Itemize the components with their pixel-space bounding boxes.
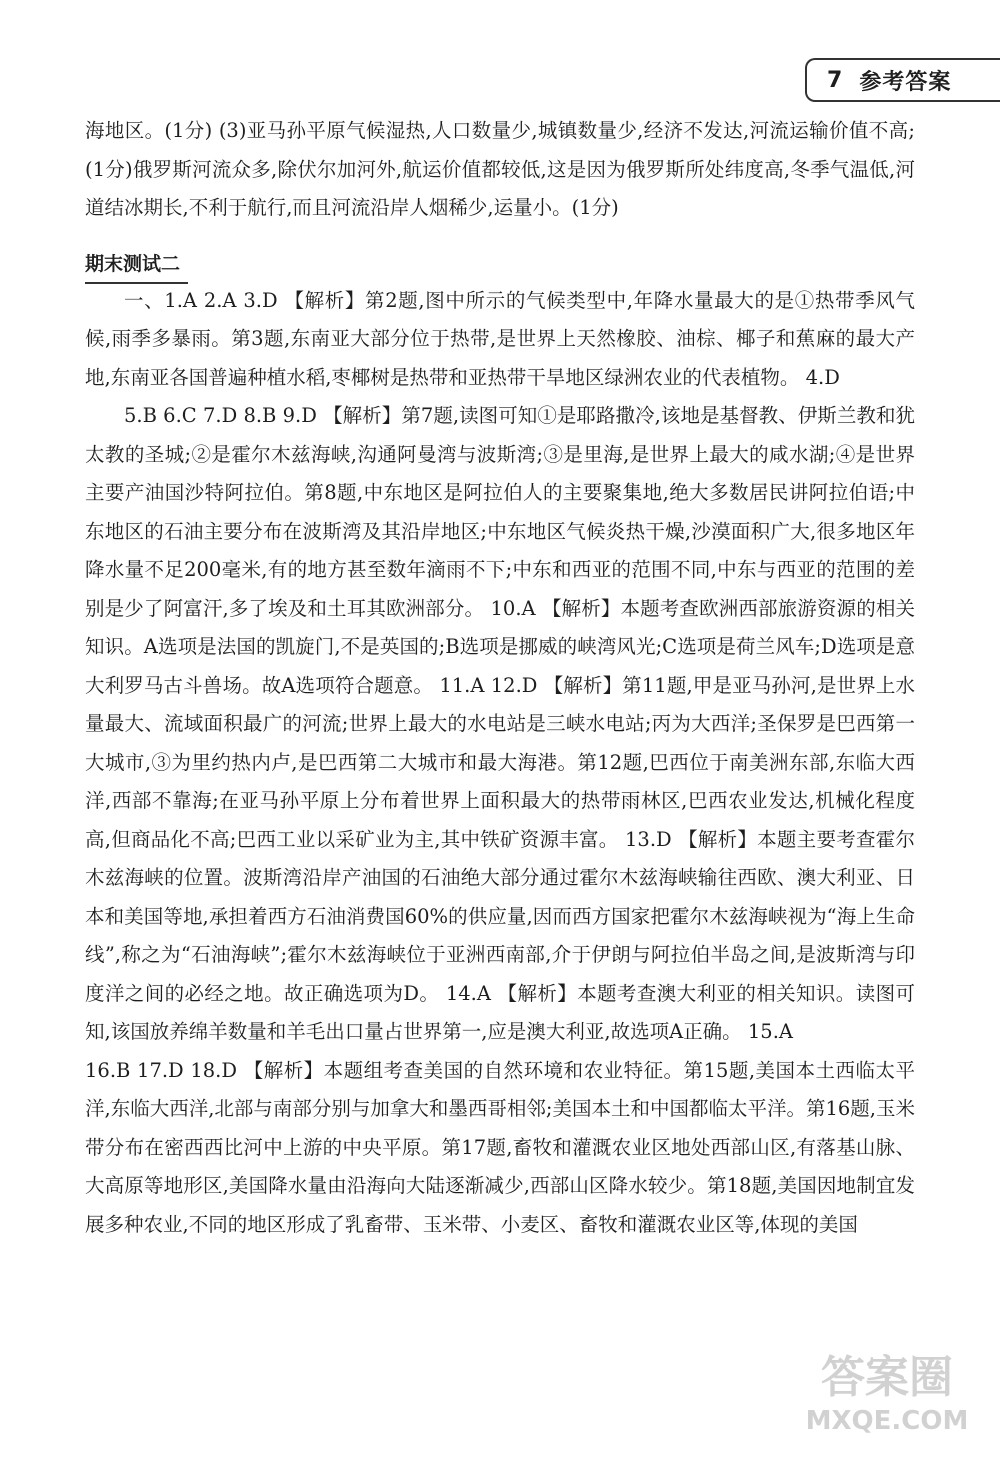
page-number: 7 <box>827 67 844 93</box>
answer-paragraph-2: 5.B 6.C 7.D 8.B 9.D 【解析】第7题,读图可知①是耶路撒冷,该地是基督教、伊斯兰教和犹太教的圣城;②是霍尔木兹海峡,沟通阿曼湾与波斯湾;③是里海,是世界上最大的咸水湖;④是世界主要产油国沙特阿拉伯。第8题,中东地区是阿拉伯人的主要聚集地,绝大多数居民讲阿拉伯语;中东地区的石油主要分布在波斯湾及其沿岸地区;中东地区气候炎热干燥,沙漠面积广大,很多地区年降水量不足200毫米,有的地方甚至数年滴雨不下;中东和西亚的范围不同,中东与西亚的范围的差别是少了阿富汗,多了埃及和土耳其欧洲部分。 10.A 【解析】本题考查欧洲西部旅游资源的相关知识。A选项是法国的凯旋门,不是英国的;B选项是挪威的峡湾风光;C选项是荷兰风车;D选项是意大利罗马古斗兽场。故A选项符合题意。 11.A 12.D 【解析】第11题,甲是亚马孙河,是世界上水量最大、流域面积最广的河流;世界上最大的水电站是三峡水电站;丙为大西洋;圣保罗是巴西第一大城市,③为里约热内卢,是巴西第二大城市和最大海港。第12题,巴西位于南美洲东部,东临大西洋,西部不靠海;在亚马孙平原上分布着世界上面积最大的热带雨林区,巴西农业发达,机械化程度高,但商品化不高;巴西工业以采矿业为主,其中铁矿资源丰富。 13.D 【解析】本题主要考查霍尔木兹海峡的位置。波斯湾沿岸产油国的石油绝大部分通过霍尔木兹海峡输往西欧、澳大利亚、日本和美国等地,承担着西方石油消费国60%的供应量,因而西方国家把霍尔木兹海峡视为“海上生命线”,称之为“石油海峡”;霍尔木兹海峡位于亚洲西南部,介于伊朗与阿拉伯半岛之间,是波斯湾与印度洋之间的必经之地。故正确选项为D。 14.A 【解析】本题考查澳大利亚的相关知识。读图可知,该国放养绵羊数量和羊毛出口量占世界第一,应是澳大利亚,故选项A正确。 15.A <box>85 404 915 1043</box>
answer-paragraph-3: 16.B 17.D 18.D 【解析】本题组考查美国的自然环境和农业特征。第15题,美国本土西临太平洋,东临大西洋,北部与南部分别与加拿大和墨西哥相邻;美国本土和中国都临太平洋。第16题,玉米带分布在密西西比河中上游的中央平原。第17题,畜牧和灌溉农业区地处西部山区,有落基山脉、大高原等地形区,美国降水量由沿海向大陆逐渐减少,西部山区降水较少。第18题,美国因地制宜发展多种农业,不同的地区形成了乳畜带、玉米带、小麦区、畜牧和灌溉农业区等,体现的美国 <box>85 1058 915 1236</box>
section-title: 期末测试二 <box>85 248 188 280</box>
watermark-url: MXQE.COM <box>805 1406 969 1436</box>
section-heading <box>85 248 915 280</box>
page-header <box>805 58 1000 102</box>
answer-paragraph-1: 一、1.A 2.A 3.D 【解析】第2题,图中所示的气候类型中,年降水量最大的是①热带季风气候,雨季多暴雨。第3题,东南亚大部分位于热带,是世界上天然橡胶、油棕、椰子和蕉麻的最大产地,东南亚各国普遍种植水稻,枣椰树是热带和亚热带干旱地区绿洲农业的代表植物。 4.D <box>85 288 915 389</box>
paragraph-continuation: 海地区。(1分) (3)亚马孙平原气候湿热,人口数量少,城镇数量少,经济不发达,河流运输价值不高;(1分)俄罗斯河流众多,除伏尔加河外,航运价值都较低,这是因为俄罗斯所处纬度高,冬季气温低,河道结冰期长,不利于航行,而且河流沿岸人烟稀少,运量小。(1分) <box>85 119 915 219</box>
header-title: 参考答案 <box>859 69 952 95</box>
watermark-glyphs: 答案圈 <box>821 1352 953 1403</box>
page-content <box>85 112 915 1244</box>
watermark-logo <box>792 1337 982 1437</box>
